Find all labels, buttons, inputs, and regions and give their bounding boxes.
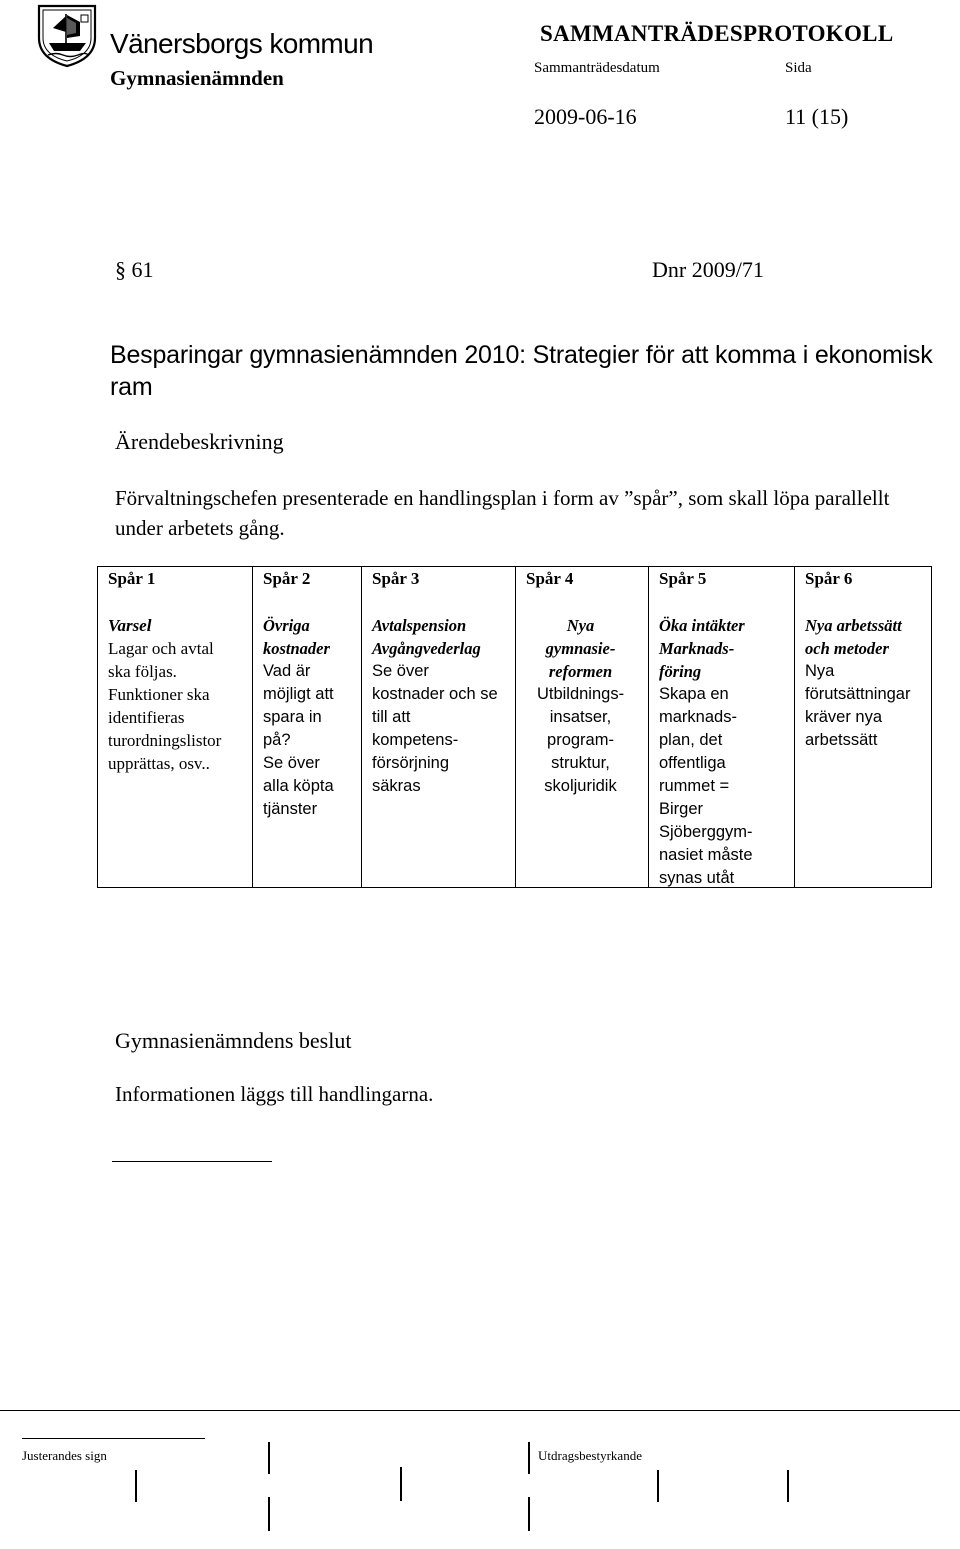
decision-text: Informationen läggs till handlingarna.	[115, 1082, 434, 1106]
track-body-line: möjligt att	[263, 685, 334, 703]
case-title: Besparingar gymnasienämnden 2010: Strategier för att komma i ekonomisk ram	[110, 341, 933, 401]
signature-box-divider	[268, 1442, 270, 1474]
column-divider	[794, 567, 795, 887]
track-body-line: ska följas.	[108, 662, 177, 681]
track-header-6: Spår 6	[805, 569, 853, 588]
track-header-2: Spår 2	[263, 569, 311, 588]
extract-certification-label: Utdragsbestyrkande	[538, 1448, 642, 1463]
diary-number: Dnr 2009/71	[652, 257, 764, 282]
track-title-line: Avtalspension	[372, 616, 467, 635]
track-body-line: rummet =	[659, 777, 730, 795]
track-content-3	[372, 614, 498, 798]
column-divider	[515, 567, 516, 887]
track-body-line: försörjning	[372, 754, 450, 772]
track-header-5: Spår 5	[659, 569, 707, 588]
committee-name: Gymnasienämnden	[110, 66, 284, 90]
track-body-line: på?	[263, 731, 291, 749]
signature-box-divider	[528, 1497, 530, 1531]
track-body-line: struktur,	[551, 754, 610, 772]
track-title-line: Varsel	[108, 616, 152, 635]
track-body-line: Skapa en	[659, 685, 729, 703]
track-title-line: Nya	[566, 616, 595, 635]
track-title-line: reformen	[548, 662, 613, 681]
page-number: 11 (15)	[785, 104, 849, 129]
track-body-line: upprättas, osv..	[108, 754, 210, 773]
track-body-line: marknads-	[659, 708, 737, 726]
coat-of-arms-ship-icon	[36, 2, 98, 68]
track-body-line: plan, det	[659, 731, 723, 749]
column-divider	[361, 567, 362, 887]
track-body-line: Birger	[659, 800, 704, 818]
track-header-3: Spår 3	[372, 569, 420, 588]
signature-box-divider	[400, 1467, 402, 1501]
track-title-line: Avgångvederlag	[372, 639, 481, 658]
signature-box-divider	[528, 1442, 530, 1474]
track-body-line: Se över	[372, 662, 429, 680]
signature-box-divider	[268, 1497, 270, 1531]
track-title-line: Marknads-	[659, 639, 735, 658]
track-header-1: Spår 1	[108, 569, 156, 588]
column-divider	[648, 567, 649, 887]
track-title-line: kostnader	[263, 639, 330, 658]
justification-sign-label: Justerandes sign	[22, 1448, 107, 1463]
column-divider	[252, 567, 253, 887]
track-body-line: program-	[547, 731, 614, 749]
track-body-line: turordningslistor	[108, 731, 222, 750]
track-content-5	[659, 614, 753, 890]
document-type: SAMMANTRÄDESPROTOKOLL	[540, 21, 894, 46]
track-body-line: till att	[372, 708, 411, 726]
track-title-line: Nya arbetssätt	[805, 616, 902, 635]
signature-box-divider	[135, 1470, 137, 1502]
page-label: Sida	[785, 60, 812, 76]
track-body-line: skoljuridik	[544, 777, 617, 795]
track-body-line: Vad är	[263, 662, 311, 680]
track-content-2	[263, 614, 334, 821]
track-body-line: förutsättningar	[805, 685, 911, 703]
track-body-line: Lagar och avtal	[108, 639, 214, 658]
sign-underline	[22, 1438, 205, 1439]
track-content-6	[805, 614, 910, 752]
track-title-line: Övriga	[263, 616, 310, 635]
track-title-line: föring	[659, 662, 702, 681]
track-title-line: gymnasie-	[545, 639, 616, 658]
organization-name: Vänersborgs kommun	[110, 28, 374, 59]
track-body-line: kräver nya	[805, 708, 883, 726]
track-title-line: och metoder	[805, 639, 889, 658]
description-heading: Ärendebeskrivning	[115, 429, 284, 454]
track-body-line: identifieras	[108, 708, 185, 727]
track-body-line: Utbildnings-	[536, 685, 625, 703]
track-body-line: kompetens-	[372, 731, 459, 749]
track-header-4: Spår 4	[526, 569, 574, 588]
track-body-line: alla köpta	[263, 777, 334, 795]
track-body-line: arbetssätt	[805, 731, 878, 749]
track-body-line: kostnader och se	[372, 685, 498, 703]
track-body-line: säkras	[372, 777, 421, 795]
footer-rule	[0, 1410, 960, 1411]
track-body-line: synas utåt	[659, 869, 735, 887]
end-rule	[112, 1161, 272, 1162]
section-number: § 61	[115, 257, 154, 282]
signature-box-divider	[787, 1470, 789, 1502]
track-body-line: Sjöberggym-	[659, 823, 753, 841]
meeting-date: 2009-06-16	[534, 104, 637, 129]
track-body-line: insatser,	[549, 708, 612, 726]
track-content-4	[528, 614, 633, 798]
track-body-line: spara in	[263, 708, 322, 726]
track-body-line: Nya	[805, 662, 835, 680]
meeting-date-label: Sammanträdesdatum	[534, 60, 660, 76]
track-content-1	[108, 614, 221, 775]
track-title-line: Öka intäkter	[659, 616, 745, 635]
track-body-line: nasiet måste	[659, 846, 753, 864]
track-body-line: Se över	[263, 754, 320, 772]
decision-heading: Gymnasienämndens beslut	[115, 1028, 352, 1053]
description-text: Förvaltningschefen presenterade en handlingsplan i form av ”spår”, som skall löpa parallellt under arbetets gång.	[115, 486, 890, 540]
signature-box-divider	[657, 1470, 659, 1502]
track-body-line: Funktioner ska	[108, 685, 210, 704]
track-body-line: tjänster	[263, 800, 318, 818]
tracks-table	[97, 566, 932, 888]
track-body-line: offentliga	[659, 754, 726, 772]
